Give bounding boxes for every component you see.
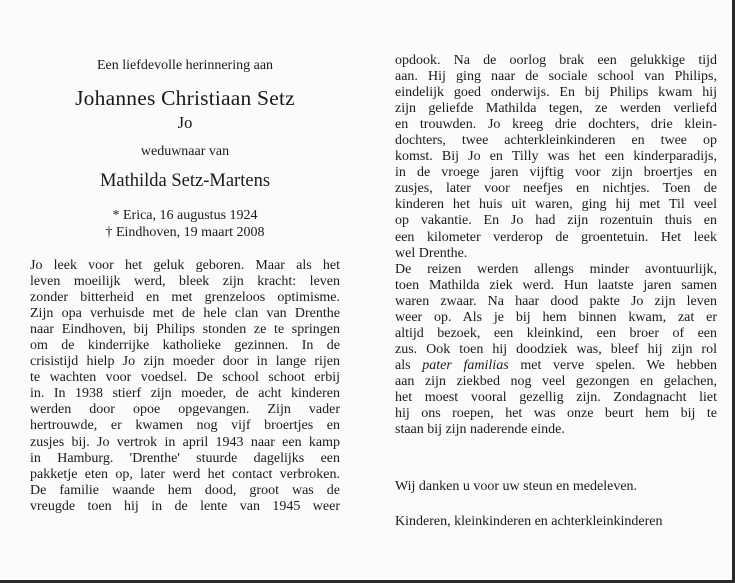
text-line: zijn geliefde Mathilda tegen, ze werden verliefd [395, 101, 717, 117]
text-line: als pater familias met verve spelen. We hebben [395, 357, 717, 373]
text-line: aan. Hij ging naar de sociale school van Philips, [395, 69, 717, 85]
text-line: werden door opoe opgevangen. Zijn vader [30, 402, 340, 418]
text-line: altijd bezoek, een kleinkind, een broer of een [395, 325, 717, 341]
text-line: leven moeilijk werd, bleek zijn kracht: leven [30, 274, 340, 290]
text-line: in de vroege jaren vijftig voor zijn broertjes en [395, 165, 717, 181]
widower-label: weduwnaar van [140, 144, 230, 159]
text-line: komst. Bij Jo en Tilly was het een kinderparadijs, [395, 149, 717, 165]
biography-part-1 [30, 258, 340, 515]
text-line: Jo leek voor het geluk geboren. Maar als het [30, 258, 340, 273]
text-line: om de kinderrijke katholieke gezinnen. In de [30, 338, 340, 354]
text-line: De familie waande hem dood, groot was de [30, 482, 340, 498]
text-line: in. In 1938 stierf zijn moeder, de acht kinderen [30, 386, 340, 402]
text-line: opdook. Na de oorlog brak een gelukkige tijd [395, 53, 717, 68]
text-line: zonder bitterheid en met grenzeloos optimisme. [30, 290, 340, 306]
text-line: waren zwaar. Na haar dood pakte Jo zijn leven [395, 293, 717, 309]
text-line: aan zijn ziekbed nog veel gezongen en gelachen, [395, 373, 717, 389]
text-line: wel Drenthe. [395, 245, 468, 261]
text-line: dochters, twee achterkleinkinderen en twee op [395, 133, 717, 149]
text-line: het moest vooral gezellig zijn. Zondagnacht liet [395, 389, 717, 405]
birth-date: * Erica, 16 augustus 1924 [112, 208, 258, 223]
family-signature: Kinderen, kleinkinderen en achterkleinkinderen [395, 514, 663, 529]
text-line: hij ons roepen, het was onze beurt hem bij te [395, 406, 717, 422]
intro-line: Een liefdevolle herinnering aan [96, 58, 274, 73]
text-line: zusjes, later voor neefjes en nichtjes. Toen de [395, 181, 717, 197]
biography-part-2 [395, 53, 717, 438]
text-line: zus. Ook toen hij doodziek was, bleef hij zijn rol [395, 341, 717, 357]
text-line: toen Mathilda ziek werd. Hun laatste jaren samen [395, 277, 717, 293]
life-dates [30, 207, 340, 241]
text-line: pakketje eten op, later werd het contact verbroken. [30, 466, 340, 482]
text-line: De reizen werden allengs minder avontuurlijk, [395, 261, 717, 277]
text-line: kinderen het huis uit waren, ging hij met Til veel [395, 197, 717, 213]
text-line: crisistijd hielp Jo zijn moeder door in lange rijen [30, 354, 340, 370]
nickname: Jo [177, 113, 193, 132]
text-line: te wachten voor voedsel. De school schoot erbij [30, 370, 340, 386]
death-date: † Eindhoven, 19 maart 2008 [105, 225, 265, 240]
text-line: staan bij zijn naderende einde. [395, 422, 565, 438]
deceased-name: Johannes Christiaan Setz [75, 86, 295, 110]
text-line: vreugde toen hij in de lente van 1945 weer [30, 498, 340, 514]
thanks-line: Wij danken u voor uw steun en medeleven. [395, 479, 638, 494]
text-line: weer op. Als je bij hem binnen kwam, zat er [395, 309, 717, 325]
text-line: Zijn opa verhuisde met de hele clan van Drenthe [30, 306, 340, 322]
spouse-name: Mathilda Setz-Martens [99, 171, 271, 191]
text-line: op vakantie. En Jo had zijn rozentuin thuis en [395, 213, 717, 229]
right-page [395, 0, 717, 583]
left-page [30, 0, 340, 583]
text-line: een kilometer verderop de groentetuin. Het leek [395, 229, 717, 245]
text-line: en trouwden. Jo kreeg drie dochters, drie klein- [395, 117, 717, 133]
text-line: zusjes bij. Jo vertrok in april 1943 naar een kamp [30, 434, 340, 450]
text-line: in Hamburg. 'Drenthe' stuurde dagelijks een [30, 450, 340, 466]
text-line: eindelijk goed onderwijs. En bij Philips kwam hij [395, 85, 717, 101]
text-line: naar Eindhoven, bij Philips stonden ze te springen [30, 322, 340, 338]
text-line: hertrouwde, er kwamen nog vijf broertjes en [30, 418, 340, 434]
latin-phrase: pater familias [422, 357, 509, 373]
